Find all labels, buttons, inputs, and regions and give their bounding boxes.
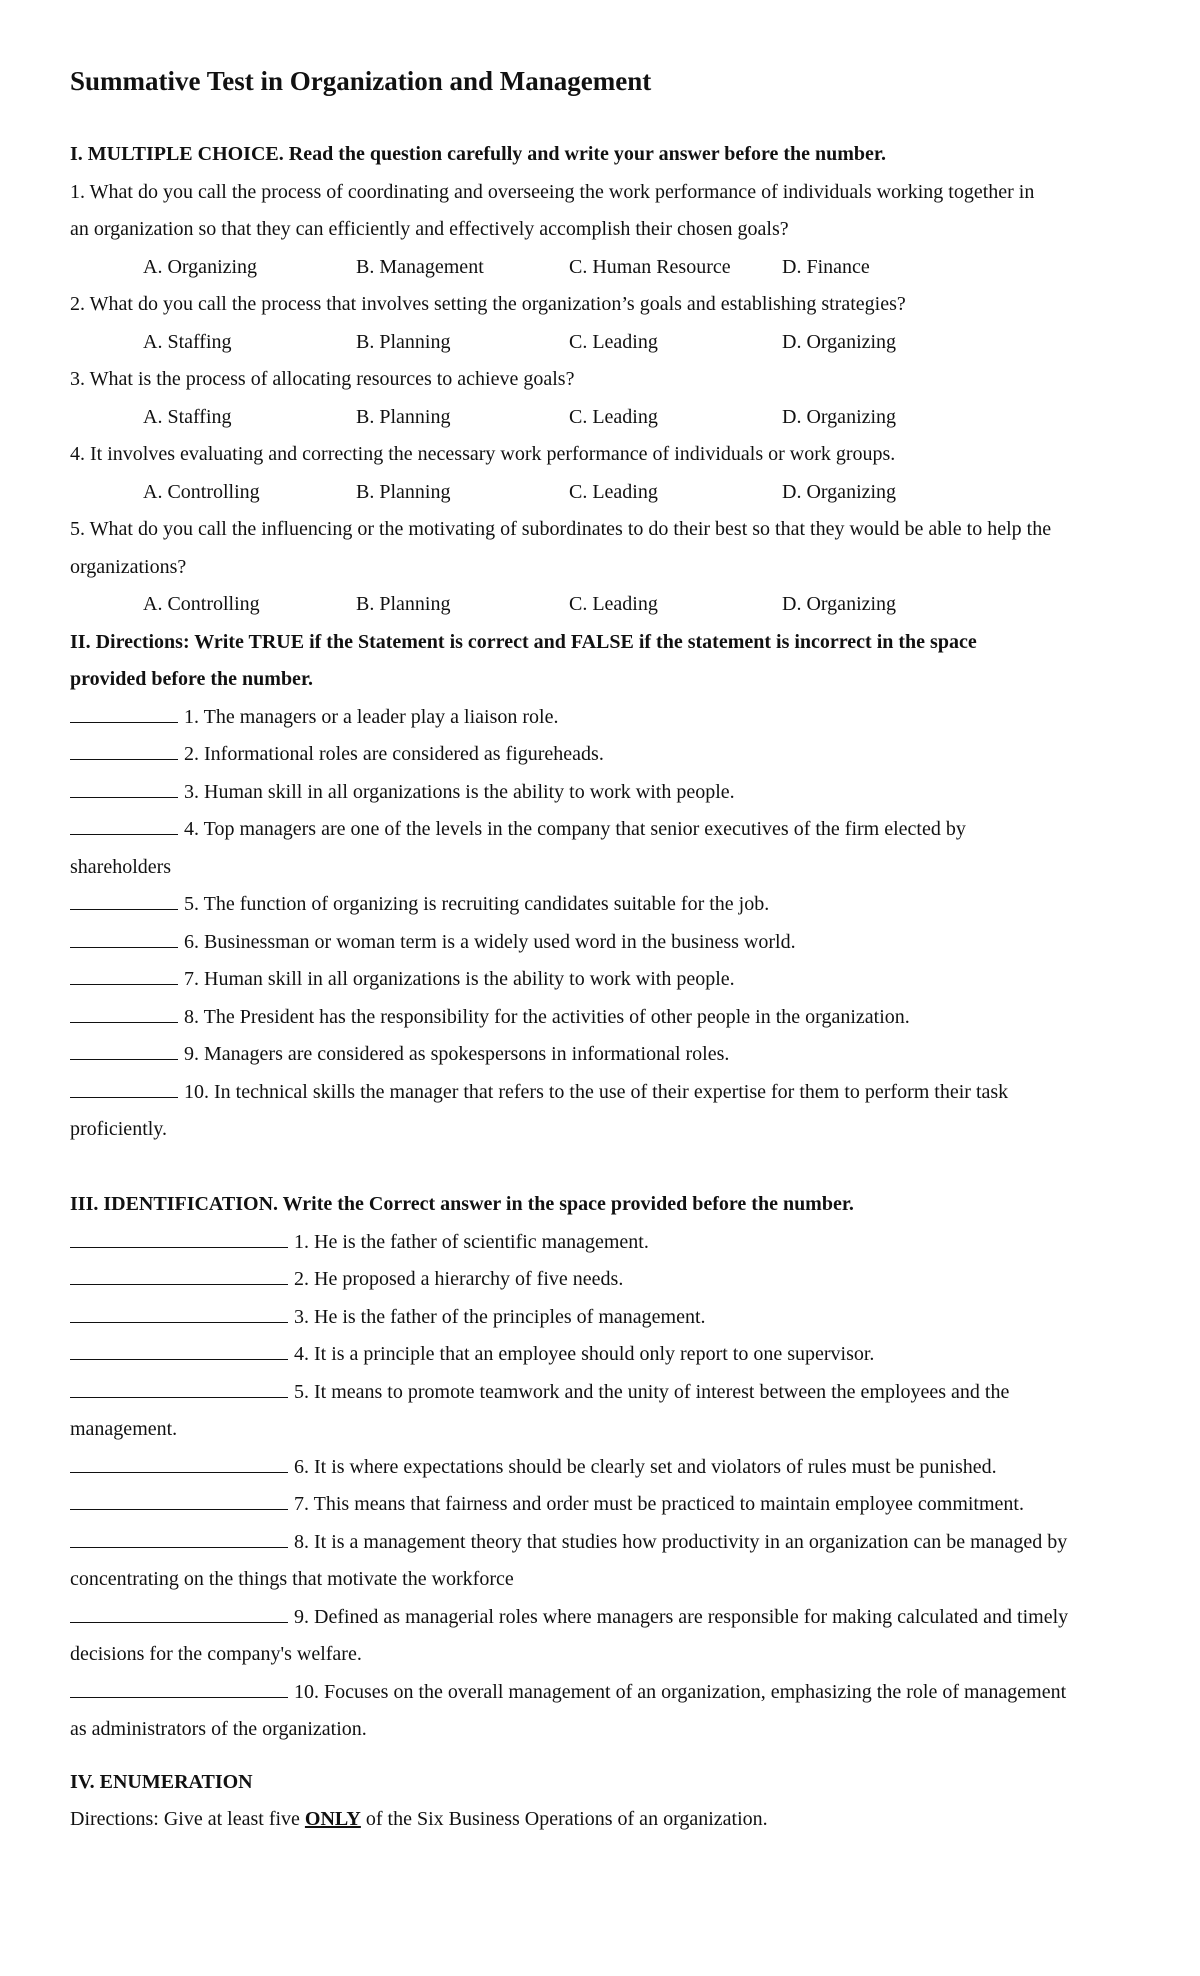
answer-item xyxy=(70,886,1140,924)
part2-heading: II. Directions: Write TRUE if the Statement is correct and FALSE if the statement is incorrect in the space xyxy=(70,630,977,653)
item-text: 8. It is a management theory that studies how productivity in an organization can be managed by xyxy=(294,1530,1068,1553)
choice-b: B. Management xyxy=(356,255,484,278)
test-body xyxy=(70,136,1140,1839)
item-text: 7. Human skill in all organizations is the ability to work with people. xyxy=(184,968,735,990)
answer-item xyxy=(70,1299,1140,1337)
item-text: 10. In technical skills the manager that refers to the use of their expertise for them to perform their task xyxy=(184,1080,1009,1103)
choice-b: B. Planning xyxy=(356,330,451,353)
answer-blank[interactable] xyxy=(70,811,178,835)
item-text: 4. Top managers are one of the levels in the company that senior executives of the firm elected by xyxy=(184,818,966,840)
item-text: 2. He proposed a hierarchy of five needs. xyxy=(294,1268,624,1290)
item-text-cont: proficiently. xyxy=(70,1118,168,1140)
answer-blank[interactable] xyxy=(70,1224,288,1248)
choices-row xyxy=(70,324,1140,362)
choice-a: A. Organizing xyxy=(143,255,258,278)
choice-b: B. Planning xyxy=(356,405,451,428)
answer-blank[interactable] xyxy=(70,1036,178,1060)
item-text: 8. The President has the responsibility for the activities of other people in the organization. xyxy=(184,1005,910,1028)
answer-blank[interactable] xyxy=(70,1336,288,1360)
part3-heading: III. IDENTIFICATION. Write the Correct answer in the space provided before the number. xyxy=(70,1193,854,1215)
answer-blank[interactable] xyxy=(70,1074,178,1098)
choices-row xyxy=(70,586,1140,624)
choices-row xyxy=(70,399,1140,437)
answer-blank[interactable] xyxy=(70,961,178,985)
choice-d: D. Finance xyxy=(782,255,870,278)
answer-item xyxy=(70,699,1140,737)
answer-blank[interactable] xyxy=(70,774,178,798)
answer-blank[interactable] xyxy=(70,699,178,723)
item-text-cont: shareholders xyxy=(70,855,172,878)
page-title: Summative Test in Organization and Management xyxy=(70,66,652,96)
answer-blank[interactable] xyxy=(70,1524,288,1548)
question-4 xyxy=(70,436,1140,511)
choice-b: B. Planning xyxy=(356,480,451,503)
choice-a: A. Controlling xyxy=(143,593,260,615)
answer-blank[interactable] xyxy=(70,736,178,760)
item-text: 10. Focuses on the overall management of an organization, emphasizing the role of management xyxy=(294,1680,1067,1703)
item-text-cont: management. xyxy=(70,1418,178,1440)
choice-a: A. Staffing xyxy=(143,405,232,428)
answer-item xyxy=(70,1074,1140,1112)
choice-a: A. Staffing xyxy=(143,330,232,353)
choice-d: D. Organizing xyxy=(782,480,897,503)
answer-blank[interactable] xyxy=(70,999,178,1023)
question-text: 1. What do you call the process of coordinating and overseeing the work performance of individuals working together in xyxy=(70,180,1035,203)
answer-blank[interactable] xyxy=(70,1486,288,1510)
choices-row xyxy=(70,474,1140,512)
true-false-list xyxy=(70,699,1140,1149)
section-spacer xyxy=(70,1749,1140,1764)
question-text: 3. What is the process of allocating resources to achieve goals? xyxy=(70,368,575,390)
choice-a: A. Controlling xyxy=(143,480,260,503)
item-text: 9. Managers are considered as spokespersons in informational roles. xyxy=(184,1043,730,1065)
question-2 xyxy=(70,286,1140,361)
choice-d: D. Organizing xyxy=(782,405,897,428)
answer-item xyxy=(70,1336,1140,1374)
answer-item xyxy=(70,999,1140,1037)
question-text: 2. What do you call the process that involves setting the organization’s goals and establishing strategies? xyxy=(70,293,906,315)
answer-item xyxy=(70,1261,1140,1299)
question-text: organizations? xyxy=(70,555,187,578)
section-spacer xyxy=(70,1149,1140,1187)
answer-blank[interactable] xyxy=(70,924,178,948)
question-text: 5. What do you call the influencing or the motivating of subordinates to do their best so that they would be able to help the xyxy=(70,518,1052,540)
item-text: 5. It means to promote teamwork and the unity of interest between the employees and the xyxy=(294,1380,1010,1403)
choice-c: C. Leading xyxy=(569,405,658,428)
answer-item xyxy=(70,1599,1140,1637)
directions-text: Directions: Give at least five xyxy=(70,1808,305,1830)
answer-item xyxy=(70,774,1140,812)
choice-c: C. Human Resource xyxy=(569,255,731,278)
item-text: 6. Businessman or woman term is a widely used word in the business world. xyxy=(184,930,796,953)
answer-item xyxy=(70,1486,1140,1524)
answer-item xyxy=(70,1449,1140,1487)
choices-row xyxy=(70,249,1140,287)
answer-item xyxy=(70,961,1140,999)
item-text: 5. The function of organizing is recruiting candidates suitable for the job. xyxy=(184,893,770,915)
question-1 xyxy=(70,174,1140,287)
answer-blank[interactable] xyxy=(70,1261,288,1285)
item-text: 1. The managers or a leader play a liaison role. xyxy=(184,705,559,728)
answer-blank[interactable] xyxy=(70,1599,288,1623)
question-5 xyxy=(70,511,1140,624)
question-3 xyxy=(70,361,1140,436)
question-text: 4. It involves evaluating and correcting the necessary work performance of individuals or work groups. xyxy=(70,443,896,465)
part4-directions xyxy=(70,1801,1140,1839)
answer-blank[interactable] xyxy=(70,1449,288,1473)
choice-d: D. Organizing xyxy=(782,330,897,353)
choice-c: C. Leading xyxy=(569,330,658,353)
question-text: an organization so that they can efficiently and effectively accomplish their chosen goals? xyxy=(70,218,789,240)
directions-emphasis: ONLY xyxy=(304,1808,361,1830)
item-text: 9. Defined as managerial roles where managers are responsible for making calculated and timely xyxy=(294,1605,1069,1628)
answer-item xyxy=(70,1224,1140,1262)
answer-item xyxy=(70,1524,1140,1562)
item-text-cont: decisions for the company's welfare. xyxy=(70,1643,362,1665)
answer-item xyxy=(70,736,1140,774)
item-text: 3. Human skill in all organizations is the ability to work with people. xyxy=(184,780,735,803)
directions-text-end: of the Six Business Operations of an organization. xyxy=(360,1808,768,1830)
item-text: 6. It is where expectations should be clearly set and violators of rules must be punished. xyxy=(294,1455,997,1478)
item-text: 4. It is a principle that an employee should only report to one supervisor. xyxy=(294,1343,875,1365)
choice-b: B. Planning xyxy=(356,593,451,615)
item-text: 7. This means that fairness and order must be practiced to maintain employee commitment. xyxy=(294,1493,1024,1515)
part1-heading: I. MULTIPLE CHOICE. Read the question carefully and write your answer before the number. xyxy=(70,143,886,165)
answer-blank[interactable] xyxy=(70,1374,288,1398)
part4-heading: IV. ENUMERATION xyxy=(70,1770,253,1793)
item-text: 3. He is the father of the principles of management. xyxy=(294,1305,706,1328)
answer-item xyxy=(70,1674,1140,1712)
answer-item xyxy=(70,1374,1140,1412)
answer-blank[interactable] xyxy=(70,1299,288,1323)
item-text-cont: concentrating on the things that motivate the workforce xyxy=(70,1568,514,1590)
choice-c: C. Leading xyxy=(569,593,658,615)
choice-d: D. Organizing xyxy=(782,593,897,615)
item-text: 1. He is the father of scientific management. xyxy=(294,1230,649,1253)
answer-blank[interactable] xyxy=(70,1674,288,1698)
answer-item xyxy=(70,811,1140,849)
item-text: 2. Informational roles are considered as figureheads. xyxy=(184,743,604,765)
item-text-cont: as administrators of the organization. xyxy=(70,1718,367,1740)
part2-heading-cont: provided before the number. xyxy=(70,668,313,690)
answer-item xyxy=(70,924,1140,962)
choice-c: C. Leading xyxy=(569,480,658,503)
answer-item xyxy=(70,1036,1140,1074)
identification-list xyxy=(70,1224,1140,1749)
answer-blank[interactable] xyxy=(70,886,178,910)
